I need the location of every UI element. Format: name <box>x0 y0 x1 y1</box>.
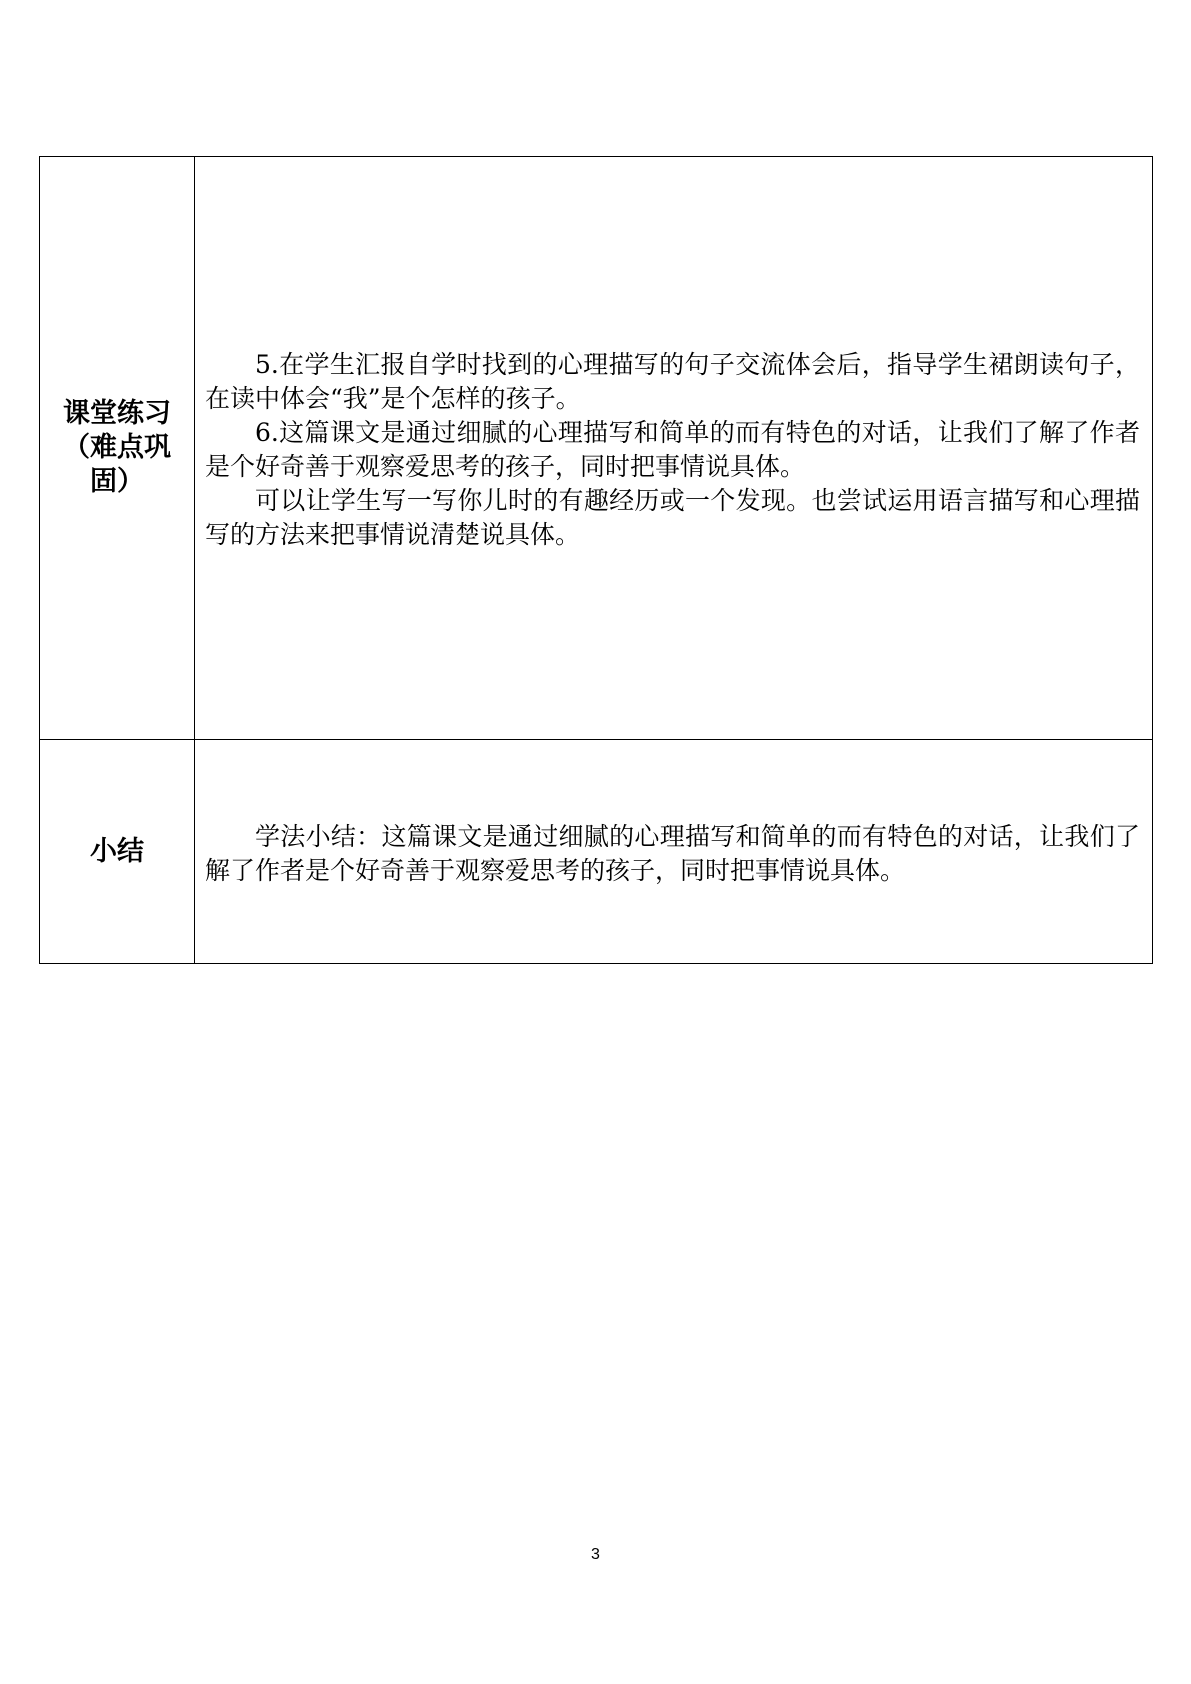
content-paragraph: 可以让学生写一写你儿时的有趣经历或一个发现。也尝试运用语言描写和心理描写的方法来把事情说清楚说具体。 <box>205 486 1140 549</box>
page-number: 3 <box>591 1546 600 1563</box>
row-content-cell <box>195 740 1153 964</box>
table-row-classroom-practice <box>40 157 1153 740</box>
table-row-summary <box>40 740 1153 964</box>
row-content-cell <box>195 157 1153 740</box>
content-paragraph: 5.在学生汇报自学时找到的心理描写的句子交流体会后，指导学生裙朗读句子，在读中体会“我”是个怎样的孩子。 <box>205 350 1140 413</box>
row-label-cell <box>40 157 195 740</box>
row-label: 课堂练习（难点巩固） <box>63 398 171 497</box>
row-label-cell <box>40 740 195 964</box>
lesson-plan-table <box>39 156 1153 964</box>
row-label: 小结 <box>90 835 144 867</box>
content-paragraph: 6.这篇课文是通过细腻的心理描写和简单的而有特色的对话，让我们了解了作者是个好奇善于观察爱思考的孩子，同时把事情说具体。 <box>205 418 1140 481</box>
content-paragraph: 学法小结：这篇课文是通过细腻的心理描写和简单的而有特色的对话，让我们了解了作者是个好奇善于观察爱思考的孩子，同时把事情说具体。 <box>205 821 1140 885</box>
